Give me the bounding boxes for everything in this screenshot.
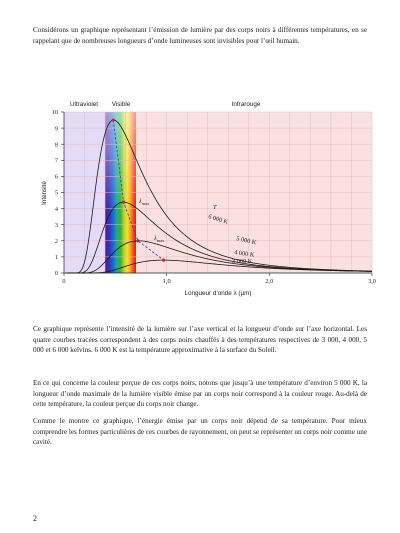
intro-paragraph: Considérons un graphique représentant l’émission de lumière par des corps noirs à différentes températures, en se rappelant que de nombreuses longueurs d’onde lumineuses sont invisibles pour l’œil humain. xyxy=(33,26,367,45)
x-tick-label: 0 xyxy=(62,278,66,285)
y-tick-label: 9 xyxy=(54,125,58,133)
temperature-symbol: T xyxy=(213,204,217,211)
color-explanation-paragraph: En ce qui concerne la couleur perçue de ces corps noirs, notons que jusqu’à une température d’environ 5 000 K, la longueur d’onde maximale de la lumière visible émise par un corps noir correspond à la couleur rouge. Au-delà de cette température, la couleur perçue du corps noir change. xyxy=(33,379,367,409)
label-6000k: 6 000 K xyxy=(207,213,229,226)
y-tick-label: 7 xyxy=(54,157,58,165)
peak-marker-6000k xyxy=(112,118,115,121)
y-tick-label: 6 xyxy=(54,173,58,181)
y-tick-label: 10 xyxy=(51,109,58,117)
y-tick-label: 5 xyxy=(54,189,58,197)
y-tick-label: 0 xyxy=(54,270,58,278)
x-tick-label: 2,0 xyxy=(265,278,274,285)
y-tick-label: 4 xyxy=(54,205,58,213)
region-label-infrared: Infrarouge xyxy=(231,101,261,108)
graph-description-paragraph: Ce graphique représente l’intensité de la lumière sur l’axe vertical et la longueur d’onde sur l’axe horizontal. Les quatre courbes tracées correspondent à des corps noirs chauffés à des températures respectives de 3 000, 4 000, 5 000 et 6 000 kelvins. 6 000 K est la température approximative à la surface du Soleil. xyxy=(33,325,367,355)
x-axis-title: Longueur d’onde λ (µm) xyxy=(184,290,252,297)
label-4000k: 4 000 K xyxy=(233,249,255,259)
label-3000k: 3 000 K xyxy=(232,258,253,265)
peak-marker-4000k xyxy=(136,239,139,242)
lambda-max-label-upper: $\lambda_{max}$ xyxy=(139,198,150,206)
peak-marker-5000k xyxy=(122,201,125,204)
y-tick-label: 1 xyxy=(54,254,58,262)
lambda-max-label-lower: $\lambda_{max}$ xyxy=(154,235,165,243)
conclusion-paragraph: Comme le montre ce graphique, l’énergie émise par un corps noir dépend de sa température. Pour mieux comprendre les formes particulières de ces courbes de rayonnement, on peut se représenter un corps noir comme une cavité. xyxy=(33,417,367,447)
page-number: 2 xyxy=(33,514,37,523)
region-label-ultraviolet: Ultraviolet xyxy=(70,101,98,108)
y-tick-label: 8 xyxy=(54,141,58,149)
x-tick-label: 3,0 xyxy=(368,278,376,285)
region-label-visible: Visible xyxy=(111,101,131,108)
y-axis-title: Intensité xyxy=(41,181,48,205)
y-tick-label: 2 xyxy=(54,238,58,245)
x-tick-label: 1,0 xyxy=(162,278,171,285)
peak-marker-3000k xyxy=(162,259,165,262)
visible-spectrum-highlight xyxy=(105,112,136,212)
label-5000k: 5 000 K xyxy=(235,235,257,247)
y-tick-label: 3 xyxy=(54,221,58,229)
